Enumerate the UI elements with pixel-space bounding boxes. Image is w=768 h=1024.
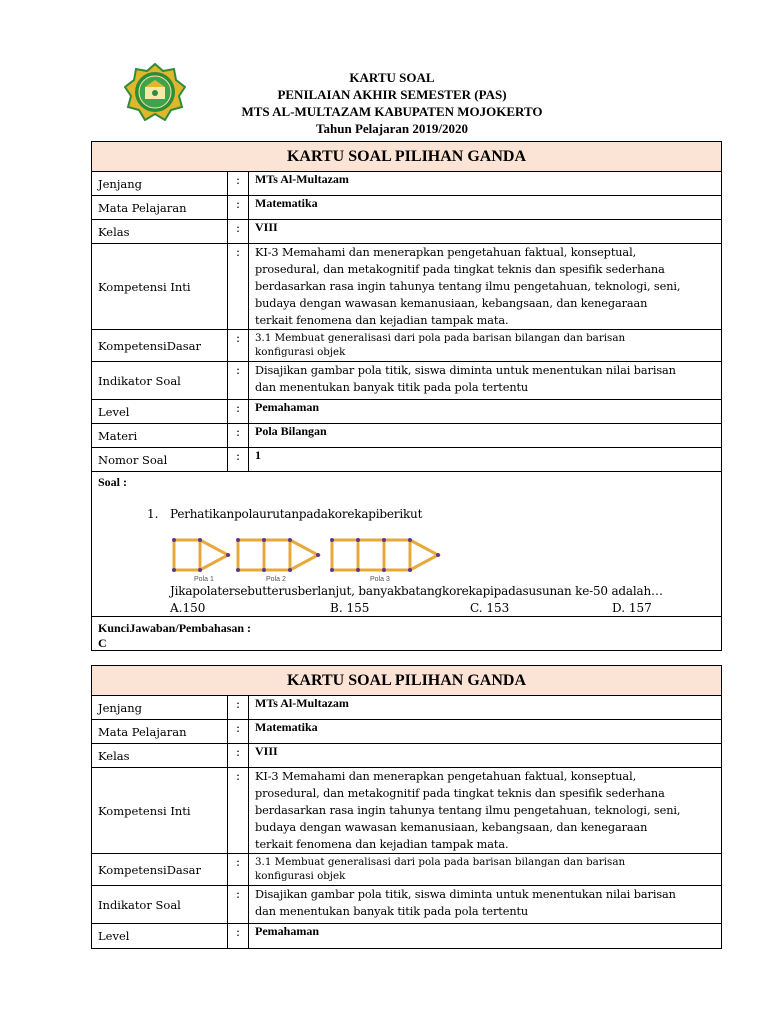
label-kelas: Kelas: [92, 744, 228, 767]
ki-line: KI-3 Memahami dan menerapkan pengetahuan faktual, konseptual,: [255, 770, 637, 783]
value-materi: Pola Bilangan: [255, 424, 327, 438]
indikator-line: Disajikan gambar pola titik, siswa diminta untuk menentukan nilai barisan: [255, 888, 676, 901]
ki-line: terkait fenomena dan kejadian tampak mata.: [255, 314, 509, 327]
label-kompetensi-inti: Kompetensi Inti: [92, 768, 228, 853]
row-nomor-soal: [92, 448, 721, 472]
answer-key-value: C: [98, 636, 107, 650]
row-mapel: [92, 196, 721, 220]
row-kompetensi-dasar: [92, 330, 721, 362]
row-kelas: [92, 220, 721, 244]
value-mapel: Matematika: [255, 196, 318, 210]
row-kompetensi-inti: [92, 768, 721, 854]
value-kompetensi-inti: [249, 768, 721, 853]
pattern-3-sticks: [332, 540, 438, 570]
ki-line: budaya dengan wawasan kemanusiaan, kebangsaan, dan kenegaraan: [255, 821, 648, 834]
answer-key-section: [92, 617, 721, 650]
row-indikator: [92, 362, 721, 400]
kd-line: konfigurasi objek: [255, 346, 346, 358]
label-kelas: Kelas: [92, 220, 228, 243]
soal-label: Soal :: [98, 475, 128, 489]
label-indikator: Indikator Soal: [92, 886, 228, 923]
label-level: Level: [92, 400, 228, 423]
label-level: Level: [92, 924, 228, 948]
indikator-line: Disajikan gambar pola titik, siswa diminta untuk menentukan nilai barisan: [255, 364, 676, 377]
header-year: Tahun Pelajaran 2019/2020: [316, 121, 468, 136]
ki-line: KI-3 Memahami dan menerapkan pengetahuan faktual, konseptual,: [255, 246, 637, 259]
header-school: MTS AL-MULTAZAM KABUPATEN MOJOKERTO: [241, 104, 543, 119]
label-materi: Materi: [92, 424, 228, 447]
label-kompetensi-dasar: KompetensiDasar: [92, 854, 228, 885]
colon: :: [228, 720, 249, 743]
question-card-1: [91, 141, 722, 651]
option-b: B. 155: [330, 601, 370, 615]
value-kompetensi-inti: [249, 244, 721, 329]
indikator-line: dan menentukan banyak titik pada pola tertentu: [255, 905, 529, 918]
colon: :: [228, 696, 249, 719]
colon: :: [228, 220, 249, 243]
pattern-label-1: Pola 1: [194, 576, 214, 583]
colon: :: [228, 886, 249, 923]
ki-line: terkait fenomena dan kejadian tampak mata.: [255, 838, 509, 851]
indikator-line: dan menentukan banyak titik pada pola tertentu: [255, 381, 529, 394]
label-kompetensi-dasar: KompetensiDasar: [92, 330, 228, 361]
card-title: KARTU SOAL PILIHAN GANDA: [92, 142, 721, 172]
row-level: [92, 400, 721, 424]
label-mapel: Mata Pelajaran: [92, 720, 228, 743]
row-mapel: [92, 720, 721, 744]
colon: :: [228, 330, 249, 361]
value-level: Pemahaman: [255, 924, 319, 938]
question-section: [92, 472, 721, 617]
colon: :: [228, 854, 249, 885]
value-mapel: Matematika: [255, 720, 318, 734]
ki-line: prosedural, dan metakognitif pada tingkat teknis dan spesifik sederhana: [255, 787, 665, 800]
value-nomor-soal: 1: [255, 448, 261, 462]
row-jenjang: [92, 696, 721, 720]
colon: :: [228, 362, 249, 399]
row-level: [92, 924, 721, 948]
answer-key-label: KunciJawaban/Pembahasan :: [98, 621, 252, 635]
label-jenjang: Jenjang: [92, 172, 228, 195]
ki-line: berdasarkan rasa ingin tahunya tentang ilmu pengetahuan, teknologi, seni,: [255, 804, 681, 817]
pattern-label-3: Pola 3: [370, 576, 390, 583]
colon: :: [228, 448, 249, 471]
value-kelas: VIII: [255, 220, 278, 234]
colon: :: [228, 172, 249, 195]
pattern-1-sticks: [174, 540, 228, 570]
value-kompetensi-dasar: [249, 330, 721, 361]
kd-line: konfigurasi objek: [255, 870, 346, 882]
value-jenjang: MTs Al-Multazam: [255, 172, 349, 186]
match-heads: [172, 538, 440, 572]
card-title: KARTU SOAL PILIHAN GANDA: [92, 666, 721, 696]
colon: :: [228, 244, 249, 329]
colon: :: [228, 768, 249, 853]
label-jenjang: Jenjang: [92, 696, 228, 719]
pattern-2-sticks: [238, 540, 318, 570]
kd-line: 3.1 Membuat generalisasi dari pola pada barisan bilangan dan barisan: [255, 332, 626, 344]
ki-line: berdasarkan rasa ingin tahunya tentang ilmu pengetahuan, teknologi, seni,: [255, 280, 681, 293]
colon: :: [228, 424, 249, 447]
value-jenjang: MTs Al-Multazam: [255, 696, 349, 710]
colon: :: [228, 196, 249, 219]
value-indikator: [249, 886, 721, 923]
colon: :: [228, 400, 249, 423]
value-indikator: [249, 362, 721, 399]
option-d: D. 157: [612, 601, 652, 615]
option-c: C. 153: [470, 601, 510, 615]
school-logo-icon: [124, 63, 186, 121]
header-exam: PENILAIAN AKHIR SEMESTER (PAS): [277, 87, 507, 102]
pattern-label-2: Pola 2: [266, 576, 286, 583]
value-kompetensi-dasar: [249, 854, 721, 885]
colon: :: [228, 744, 249, 767]
header-title: KARTU SOAL: [349, 70, 435, 85]
matchstick-pattern-figure: [170, 532, 460, 584]
question-stem: Jikapolatersebutterusberlanjut, banyakbatangkorekapipadasusunan ke-50 adalah…: [170, 584, 663, 598]
document-header: [200, 69, 584, 137]
option-a: A.150: [170, 601, 206, 615]
row-kelas: [92, 744, 721, 768]
ki-line: prosedural, dan metakognitif pada tingkat teknis dan spesifik sederhana: [255, 263, 665, 276]
question-text: Perhatikanpolaurutanpadakorekapiberikut: [170, 507, 423, 521]
label-indikator: Indikator Soal: [92, 362, 228, 399]
label-kompetensi-inti: Kompetensi Inti: [92, 244, 228, 329]
label-mapel: Mata Pelajaran: [92, 196, 228, 219]
label-nomor-soal: Nomor Soal: [92, 448, 228, 471]
kd-line: 3.1 Membuat generalisasi dari pola pada barisan bilangan dan barisan: [255, 856, 626, 868]
row-indikator: [92, 886, 721, 924]
row-materi: [92, 424, 721, 448]
value-kelas: VIII: [255, 744, 278, 758]
question-card-2: [91, 665, 722, 949]
question-number: 1.: [147, 507, 159, 521]
value-level: Pemahaman: [255, 400, 319, 414]
row-kompetensi-dasar: [92, 854, 721, 886]
row-kompetensi-inti: [92, 244, 721, 330]
row-jenjang: [92, 172, 721, 196]
ki-line: budaya dengan wawasan kemanusiaan, kebangsaan, dan kenegaraan: [255, 297, 648, 310]
colon: :: [228, 924, 249, 948]
